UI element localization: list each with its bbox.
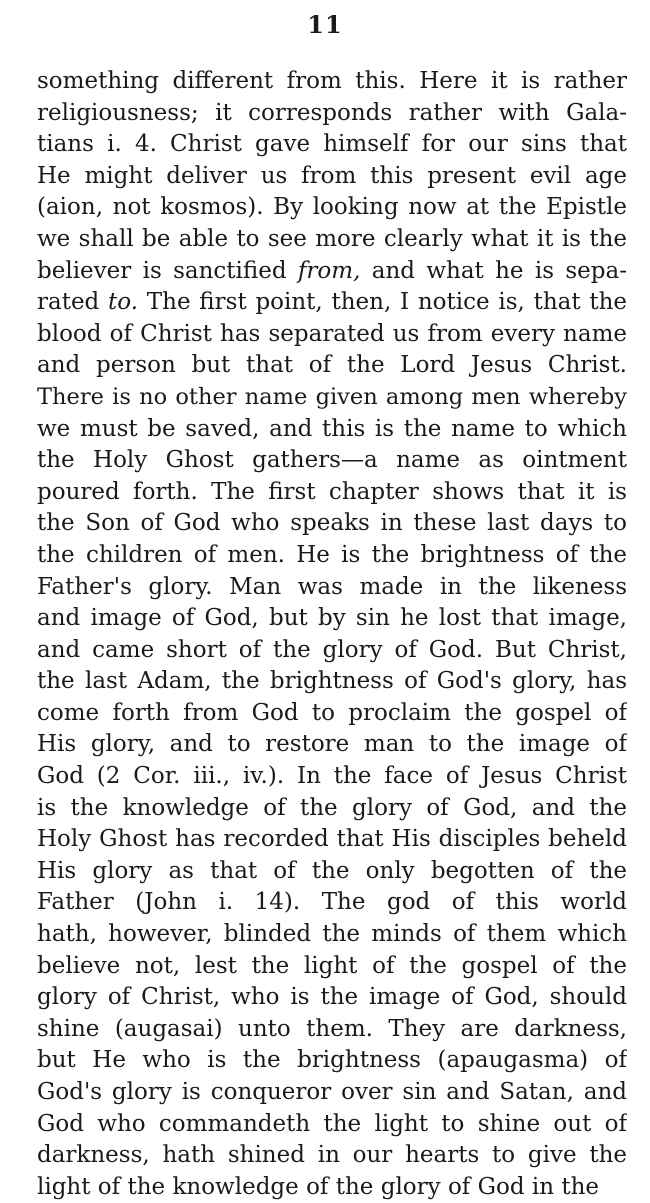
text-line: believe not, lest the light of the gospel of the (37, 952, 627, 979)
text-line: and person but that of the Lord Jesus Christ. (37, 352, 627, 379)
text-line: the children of men. He is the brightness of the (37, 541, 627, 568)
text-line: Holy Ghost has recorded that His disciples beheld (37, 826, 627, 853)
italic-text: to. (108, 289, 139, 316)
text-line: (aion, not kosmos). By looking now at the Epistle (37, 194, 627, 221)
text-line: darkness, hath shined in our hearts to give the (37, 1142, 627, 1169)
text-line: rated to. The first point, then, I notice is, that the (37, 289, 627, 316)
text-line: the last Adam, the brightness of God's glory, has (37, 668, 627, 695)
page-number: 11 (307, 10, 343, 39)
text-line: is the knowledge of the glory of God, and the (37, 794, 627, 821)
text-line: shine (augasai) unto them. They are darkness, (37, 1015, 627, 1042)
text-line: and image of God, but by sin he lost that image, (37, 605, 627, 632)
text-line: come forth from God to proclaim the gospel of (37, 699, 627, 726)
text-line: Father (John i. 14). The god of this world (37, 889, 627, 916)
text-line: believer is sanctified from, and what he is sepa- (37, 257, 627, 284)
text-line: tians i. 4. Christ gave himself for our sins that (37, 131, 627, 158)
text-line: we shall be able to see more clearly what it is the (37, 225, 627, 252)
text-line: glory of Christ, who is the image of God, should (37, 984, 627, 1011)
text-line: Father's glory. Man was made in the likeness (37, 573, 627, 600)
text-line: hath, however, blinded the minds of them which (37, 921, 627, 948)
body-text (37, 66, 627, 1203)
italic-text: from, (297, 257, 361, 284)
text-line: God's glory is conqueror over sin and Satan, and (37, 1079, 627, 1105)
text-line: religiousness; it corresponds rather with Gala- (37, 99, 627, 126)
text-line: but He who is the brightness (apaugasma) of (37, 1047, 627, 1074)
text-line: blood of Christ has separated us from every name (37, 320, 627, 347)
text-line: His glory as that of the only begotten of the (37, 857, 627, 884)
text-line: light of the knowledge of the glory of God in the (37, 1173, 600, 1200)
text-line: the Holy Ghost gathers—a name as ointment (37, 447, 627, 474)
text-line: There is no other name given among men whereby (37, 383, 627, 410)
text-line: and came short of the glory of God. But Christ, (37, 636, 627, 663)
text-line: He might deliver us from this present evil age (37, 162, 627, 189)
text-line: God who commandeth the light to shine out of (37, 1110, 627, 1137)
text-line: poured forth. The first chapter shows that it is (37, 478, 627, 505)
text-line: God (2 Cor. iii., iv.). In the face of Jesus Christ (37, 763, 627, 790)
text-line: the Son of God who speaks in these last days to (37, 510, 627, 537)
text-line: His glory, and to restore man to the image of (37, 731, 627, 758)
text-line: something different from this. Here it is rather (37, 68, 627, 94)
text-line: we must be saved, and this is the name to which (37, 415, 627, 442)
